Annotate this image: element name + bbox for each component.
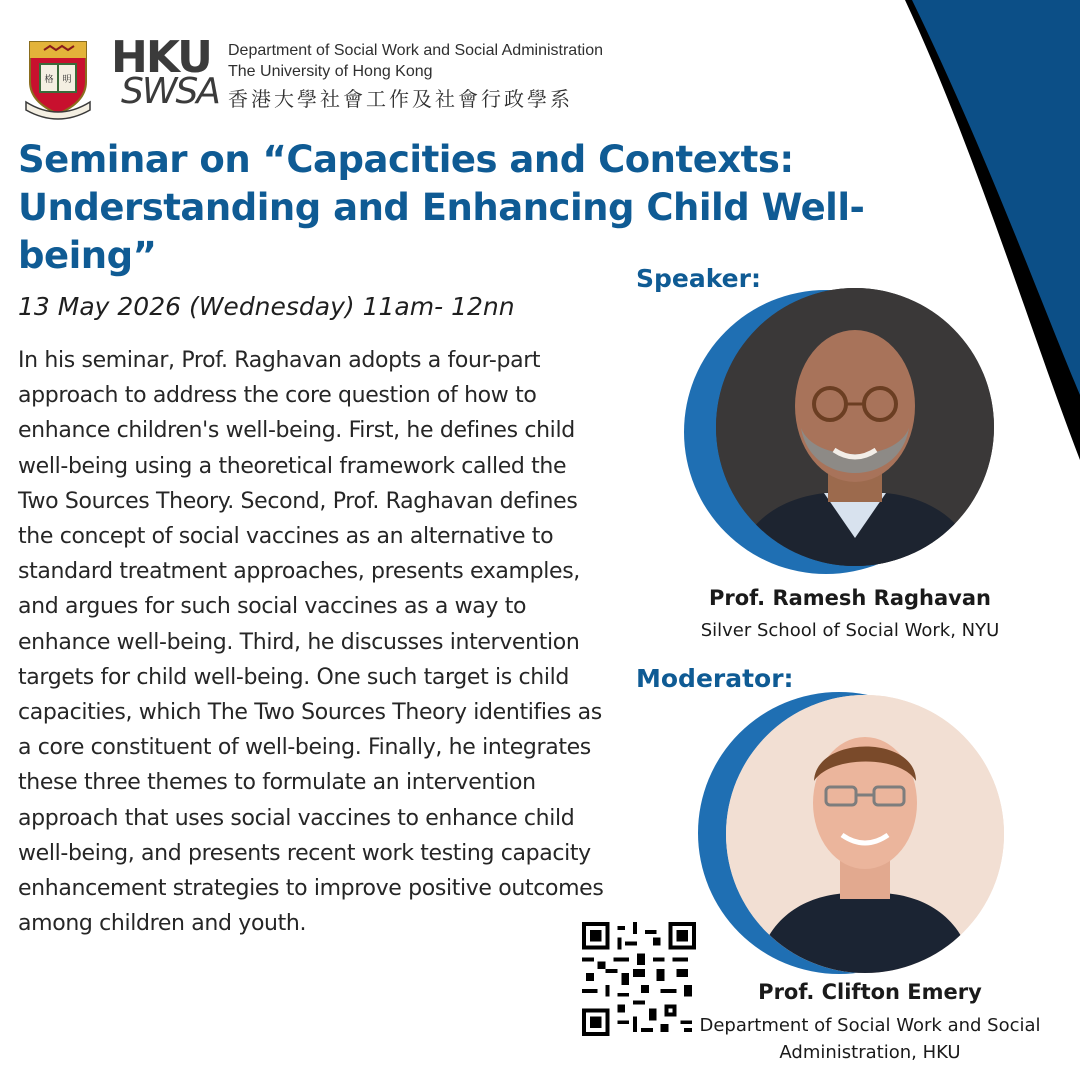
seminar-datetime: 13 May 2026 (Wednesday) 11am- 12nn — [18, 292, 515, 321]
svg-text:明: 明 — [62, 75, 72, 85]
seminar-title: Seminar on “Capacities and Contexts: Understanding and Enhancing Child Well-being” — [18, 138, 865, 277]
qr-code-icon[interactable] — [582, 922, 696, 1036]
moderator-label: Moderator: — [636, 664, 794, 693]
moderator-photo — [726, 695, 1004, 973]
hku-logo-text: HKU — [111, 32, 211, 83]
speaker-affiliation: Silver School of Social Work, NYU — [700, 620, 1000, 641]
hku-crest-icon — [22, 38, 94, 120]
moderator-affiliation: Department of Social Work and Social Administration, HKU — [699, 1015, 1041, 1063]
university-name: The University of Hong Kong — [228, 63, 433, 80]
department-name: Department of Social Work and Social Administration — [228, 42, 603, 59]
seminar-abstract: In his seminar, Prof. Raghavan adopts a four-part approach to address the core question of how to enhance children's well-being. First, he defines child well-being using a theoretical framework called the Two Sources Theory. Second, Prof. Raghavan defines the concept of social vaccines as an alternative to standard treatment approaches, presents examples, and argues for such social vaccines as a way to enhance well-being. Third, he discusses intervention targets for child well-being. One such target is child capacities, which The Two Sources Theory identifies as a core constituent of well-being. Finally, he integrates these three themes to formulate an intervention approach that uses social vaccines to enhance child well-being, and presents recent work testing capacity enhancement strategies to improve positive outcomes among children and youth. — [18, 348, 604, 937]
speaker-label: Speaker: — [636, 264, 761, 293]
svg-text:格: 格 — [44, 75, 54, 85]
speaker-name: Prof. Ramesh Raghavan — [709, 586, 991, 610]
moderator-name: Prof. Clifton Emery — [758, 980, 982, 1004]
speaker-photo — [716, 288, 994, 566]
swsa-logo-text: SWSA — [121, 71, 219, 112]
department-name-chinese: 香港大學社會工作及社會行政學系 — [228, 89, 573, 111]
